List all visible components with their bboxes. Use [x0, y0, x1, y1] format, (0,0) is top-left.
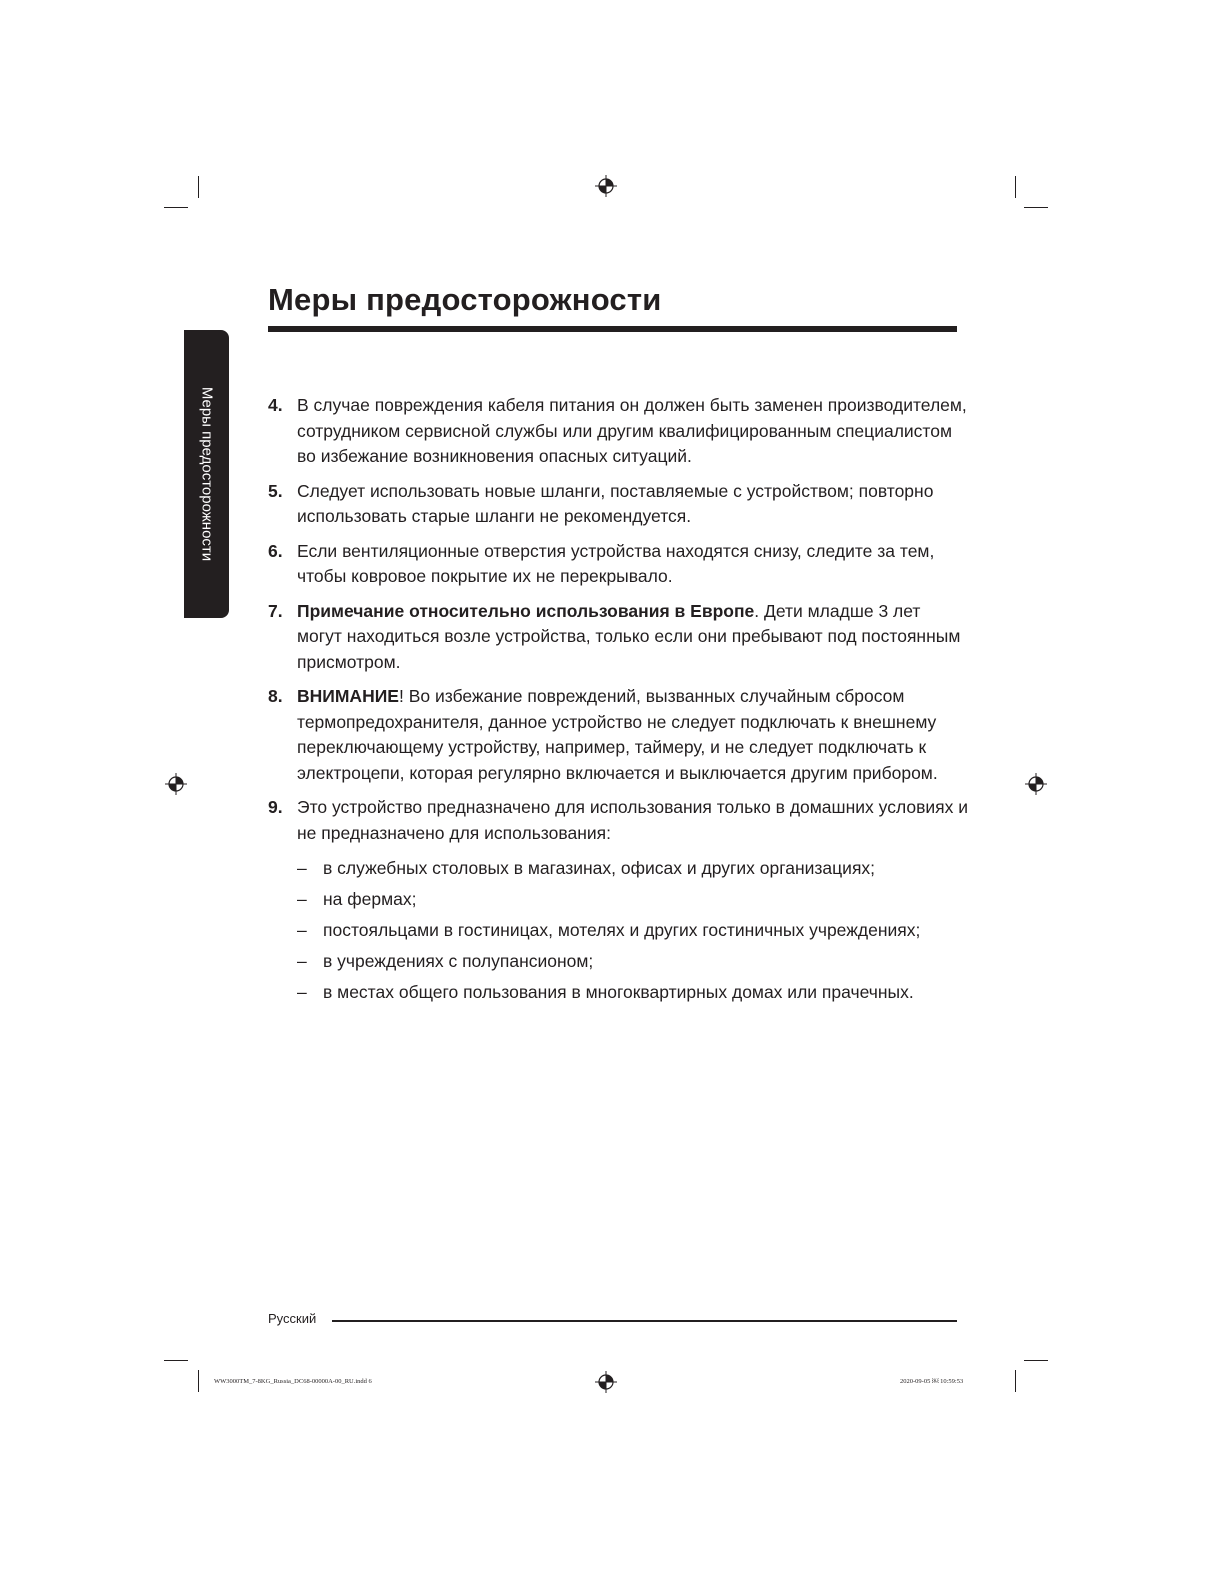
- print-slug-timestamp: 2020-09-05 ￼ 10:59:53: [900, 1378, 964, 1385]
- item-text: Если вентиляционные отверстия устройства находятся снизу, следите за тем, чтобы ковровое покрытие их не перекрывало.: [297, 540, 935, 586]
- item-number: 9.: [268, 797, 283, 817]
- item-number: 4.: [268, 395, 283, 415]
- sublist-item-text: в местах общего пользования в многоквартирных домах или прачечных.: [323, 982, 914, 1002]
- sublist-item: [297, 947, 968, 975]
- item-text: . Дети младше 3 лет могут находиться возле устройства, только если они пребывают под постоянным присмотром.: [297, 600, 961, 672]
- registration-mark-right-icon: [1025, 773, 1047, 795]
- item-bold-lead: ВНИМАНИЕ: [297, 686, 399, 706]
- title-underline-rule: [268, 326, 957, 332]
- crop-mark-bottom-left-vertical: [198, 1370, 199, 1392]
- item-number: 8.: [268, 686, 283, 706]
- sublist-item-text: в учреждениях с полупансионом;: [323, 951, 594, 971]
- list-item: [268, 539, 968, 590]
- dash-bullet: –: [297, 982, 307, 1002]
- item-bold-lead: Примечание относительно использования в Европе: [297, 600, 755, 621]
- sublist-item-text: на фермах;: [323, 889, 417, 909]
- sublist-item-text: постояльцами в гостиницах, мотелях и других гостиничных учреждениях;: [323, 920, 921, 940]
- crop-mark-bottom-right-vertical: [1015, 1370, 1016, 1392]
- dash-bullet: –: [297, 858, 307, 878]
- item-number: 6.: [268, 540, 283, 561]
- sublist-item: [297, 916, 968, 944]
- item-text: В случае повреждения кабеля питания он должен быть заменен производителем, сотрудником сервисной службы или другим квалифицированным специалистом во избежание возникновения опасных ситуаций.: [297, 395, 967, 466]
- crop-mark-top-right-horizontal: [1024, 207, 1048, 208]
- registration-mark-left-icon: [165, 773, 187, 795]
- crop-mark-top-left-horizontal: [164, 207, 188, 208]
- footer-language-label: Русский: [268, 1311, 317, 1326]
- crop-mark-top-right-vertical: [1015, 176, 1016, 198]
- sublist-item: [297, 854, 968, 882]
- side-tab-label: Меры предосторожности: [198, 386, 215, 562]
- list-item: [268, 795, 968, 1006]
- sublist-item: [297, 885, 968, 913]
- crop-mark-top-left-vertical: [198, 176, 199, 198]
- sublist: [297, 854, 968, 1006]
- sublist-item-text: в служебных столовых в магазинах, офисах и других организациях;: [323, 858, 876, 878]
- item-number: 7.: [268, 600, 283, 621]
- page-title: Меры предосторожности: [268, 282, 662, 317]
- item-text: Это устройство предназначено для использования только в домашних условиях и не предназначено для использования:: [297, 797, 969, 843]
- registration-mark-bottom-icon: [595, 1371, 617, 1393]
- crop-mark-bottom-left-horizontal: [164, 1360, 188, 1361]
- footer-rule: [332, 1320, 957, 1322]
- list-item: [268, 479, 968, 530]
- list-item: [268, 684, 968, 786]
- dash-bullet: –: [297, 951, 307, 971]
- list-item: [268, 599, 968, 676]
- section-side-tab: [184, 330, 229, 618]
- registration-mark-top-icon: [595, 175, 617, 197]
- print-slug-filename: WW3000TM_7-8KG_Russia_DC68-00000A-00_RU.indd 6: [214, 1378, 372, 1385]
- dash-bullet: –: [297, 889, 307, 909]
- item-number: 5.: [268, 480, 283, 501]
- item-text: Следует использовать новые шланги, поставляемые с устройством; повторно использовать старые шланги не рекомендуется.: [297, 480, 934, 526]
- sublist-item: [297, 978, 968, 1006]
- list-item: [268, 393, 968, 470]
- dash-bullet: –: [297, 920, 307, 940]
- crop-mark-bottom-right-horizontal: [1024, 1360, 1048, 1361]
- safety-instructions-list: [268, 393, 968, 1015]
- item-text: ! Во избежание повреждений, вызванных случайным сбросом термопредохранителя, данное устройство не следует подключать к внешнему переключающему устройству, например, таймеру, и не следует подключать к электроцепи, которая регулярно включается и выключается другим прибором.: [297, 686, 938, 783]
